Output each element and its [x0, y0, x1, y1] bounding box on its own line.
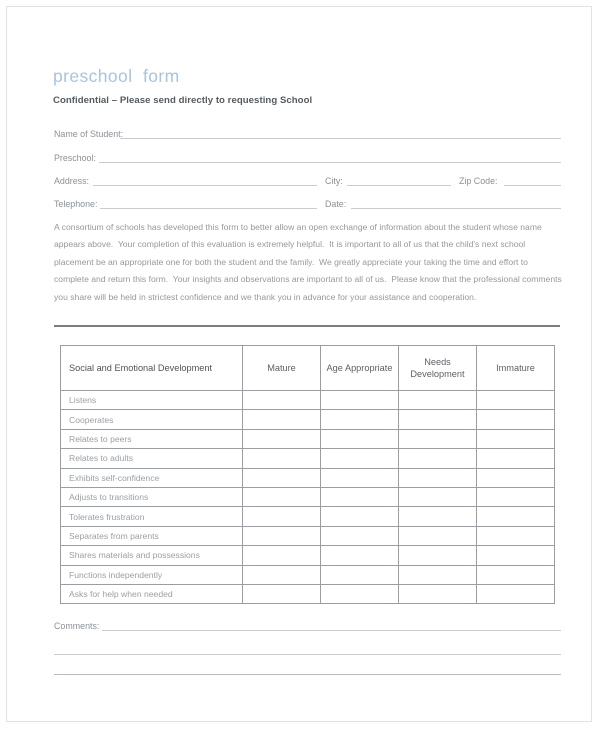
cell-needs-development[interactable] [399, 429, 477, 448]
input-zip-code[interactable] [504, 185, 561, 186]
cell-age-appropriate[interactable] [321, 487, 399, 506]
table-row [61, 584, 555, 603]
cell-needs-development[interactable] [399, 526, 477, 545]
cell-mature[interactable] [243, 449, 321, 468]
table-row [61, 526, 555, 545]
table-row [61, 391, 555, 410]
table-header-row [61, 346, 555, 391]
cell-mature[interactable] [243, 429, 321, 448]
cell-needs-development[interactable] [399, 410, 477, 429]
cell-immature[interactable] [477, 507, 555, 526]
row-label: Asks for help when needed [61, 584, 243, 603]
input-address[interactable] [93, 185, 317, 186]
cell-immature[interactable] [477, 410, 555, 429]
label-address: Address: [54, 176, 90, 186]
cell-mature[interactable] [243, 410, 321, 429]
cell-immature[interactable] [477, 546, 555, 565]
cell-age-appropriate[interactable] [321, 468, 399, 487]
cell-age-appropriate[interactable] [321, 391, 399, 410]
row-label: Separates from parents [61, 526, 243, 545]
cell-needs-development[interactable] [399, 507, 477, 526]
cell-age-appropriate[interactable] [321, 410, 399, 429]
input-city[interactable] [347, 185, 451, 186]
label-comments: Comments: [54, 621, 100, 631]
cell-immature[interactable] [477, 526, 555, 545]
intro-paragraph: A consortium of schools has developed this form to better allow an open exchange of information about the student whose name appears above. Your completion of this evaluation is extremely helpful. It is important to all of us that the child's next school placement be an appropriate one for both the student and the family. We greatly appreciate your taking the time and effort to complete and return this form. Your insights and observations are important to all of us. Please know that the professional comments you share will be held in strictest confidence and we thank you in advance for your assistance and cooperation. [54, 222, 565, 302]
cell-age-appropriate[interactable] [321, 546, 399, 565]
row-label: Relates to adults [61, 449, 243, 468]
row-label: Functions independently [61, 565, 243, 584]
cell-immature[interactable] [477, 487, 555, 506]
comments-line-1[interactable] [102, 630, 561, 631]
cell-immature[interactable] [477, 468, 555, 487]
table-row [61, 410, 555, 429]
label-preschool: Preschool: [54, 153, 96, 163]
table-row [61, 449, 555, 468]
input-name-of-student[interactable] [120, 138, 561, 139]
comments-line-3[interactable] [54, 674, 561, 675]
cell-age-appropriate[interactable] [321, 584, 399, 603]
label-telephone: Telephone: [54, 199, 98, 209]
assessment-table [60, 345, 555, 604]
cell-immature[interactable] [477, 429, 555, 448]
cell-immature[interactable] [477, 584, 555, 603]
input-telephone[interactable] [100, 208, 317, 209]
row-label: Cooperates [61, 410, 243, 429]
cell-mature[interactable] [243, 565, 321, 584]
cell-needs-development[interactable] [399, 391, 477, 410]
cell-age-appropriate[interactable] [321, 565, 399, 584]
cell-immature[interactable] [477, 449, 555, 468]
cell-mature[interactable] [243, 468, 321, 487]
label-city: City: [325, 176, 343, 186]
comments-line-2[interactable] [54, 654, 561, 655]
cell-age-appropriate[interactable] [321, 507, 399, 526]
cell-mature[interactable] [243, 487, 321, 506]
cell-age-appropriate[interactable] [321, 449, 399, 468]
table-row [61, 429, 555, 448]
cell-age-appropriate[interactable] [321, 526, 399, 545]
cell-mature[interactable] [243, 526, 321, 545]
table-row [61, 546, 555, 565]
input-preschool[interactable] [99, 162, 561, 163]
cell-mature[interactable] [243, 507, 321, 526]
cell-mature[interactable] [243, 391, 321, 410]
label-zip-code: Zip Code: [459, 176, 498, 186]
table-header-immature: Immature [477, 346, 555, 391]
label-name-of-student: Name of Student: [54, 129, 124, 139]
table-header-category: Social and Emotional Development [61, 346, 243, 391]
input-date[interactable] [351, 208, 561, 209]
cell-needs-development[interactable] [399, 584, 477, 603]
cell-mature[interactable] [243, 546, 321, 565]
table-row [61, 468, 555, 487]
row-label: Shares materials and possessions [61, 546, 243, 565]
table-row [61, 565, 555, 584]
cell-needs-development[interactable] [399, 449, 477, 468]
page-title: preschool form [53, 66, 180, 86]
label-date: Date: [325, 199, 347, 209]
row-label: Tolerates frustration [61, 507, 243, 526]
cell-needs-development[interactable] [399, 487, 477, 506]
cell-age-appropriate[interactable] [321, 429, 399, 448]
cell-needs-development[interactable] [399, 565, 477, 584]
cell-needs-development[interactable] [399, 468, 477, 487]
assessment-table-body [61, 391, 555, 604]
table-row [61, 507, 555, 526]
table-row [61, 487, 555, 506]
section-divider [54, 325, 560, 327]
cell-needs-development[interactable] [399, 546, 477, 565]
cell-mature[interactable] [243, 584, 321, 603]
confidentiality-notice: Confidential – Please send directly to requesting School [53, 95, 313, 106]
row-label: Relates to peers [61, 429, 243, 448]
cell-immature[interactable] [477, 565, 555, 584]
row-label: Adjusts to transitions [61, 487, 243, 506]
form-page [6, 6, 592, 722]
cell-immature[interactable] [477, 391, 555, 410]
table-header-mature: Mature [243, 346, 321, 391]
row-label: Exhibits self-confidence [61, 468, 243, 487]
row-label: Listens [61, 391, 243, 410]
table-header-needs-development: Needs Development [399, 346, 477, 391]
table-header-age-appropriate: Age Appropriate [321, 346, 399, 391]
